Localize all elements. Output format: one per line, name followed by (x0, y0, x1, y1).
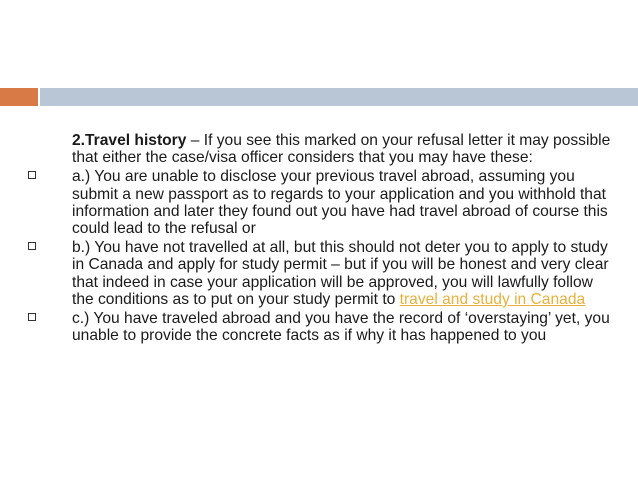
header-band (40, 88, 638, 106)
square-bullet-icon (28, 242, 36, 250)
square-bullet-icon (28, 171, 36, 179)
accent-band (0, 88, 38, 106)
travel-study-canada-link[interactable]: travel and study in Canada (399, 290, 586, 308)
bullet-item-a (22, 168, 612, 237)
bullet-text-a: a.) You are unable to disclose your previous travel abroad, assuming you submit a new passport as to regards to your application and you withhold that information and later they found out you have had travel abroad of course this could lead to the refusal or (72, 168, 608, 238)
intro-text: – If you see this marked on your refusal letter it may possible that either the case/visa officer considers that you may have these: (72, 132, 611, 167)
bullet-item-c (22, 310, 612, 344)
bullet-text-b: b.) You have not travelled at all, but this should not deter you to apply to study in Canada and apply for study permit – but if you will be honest and very clear that indeed in case your application will be approved, you will lawfully follow the conditions as to put on your study permit to (72, 239, 609, 308)
intro-paragraph (22, 132, 612, 166)
bullet-text-c: c.) You have traveled abroad and you have the record of ‘overstaying’ yet, you unable to provide the concrete facts as if why it has happened to you (72, 310, 610, 345)
intro-heading: 2.Travel history (72, 132, 187, 149)
bullet-item-b (22, 239, 612, 308)
slide-body (22, 132, 612, 344)
square-bullet-icon (28, 313, 36, 321)
